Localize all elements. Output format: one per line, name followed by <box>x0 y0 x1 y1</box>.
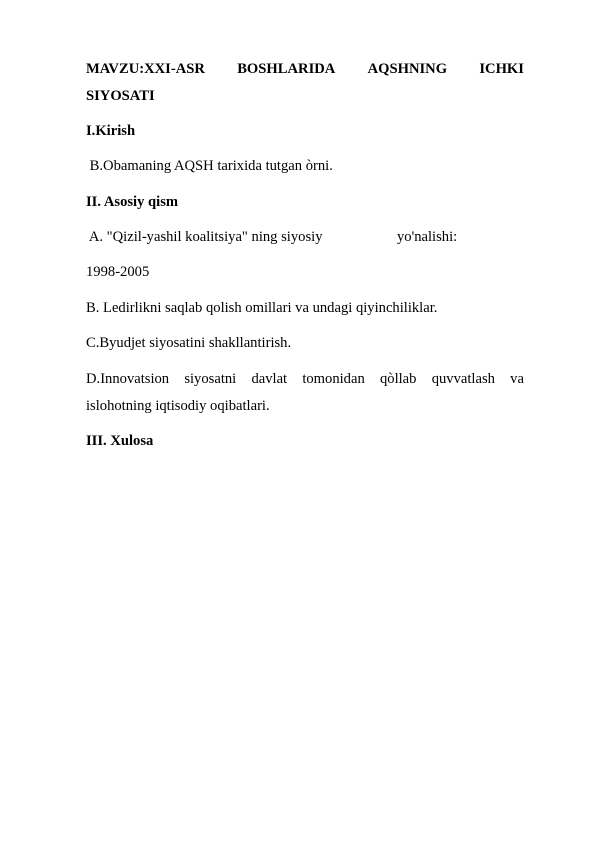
item-d-line-1 <box>86 371 524 388</box>
item-a-years: 1998-2005 <box>86 264 150 280</box>
conclusion-heading: III. Xulosa <box>86 433 154 449</box>
item-d-word: davlat <box>251 371 288 387</box>
item-d-word: va <box>510 371 524 387</box>
item-d-line-2: islohotning iqtisodiy oqibatlari. <box>86 398 270 414</box>
title-word: MAVZU:XXI-ASR <box>86 61 205 77</box>
title-word: AQSHNING <box>367 61 448 77</box>
item-d-word: quvvatlash <box>431 371 495 387</box>
intro-item-b: B.Obamaning AQSH tarixida tutgan òrni. <box>86 158 333 174</box>
item-a-continuation: yo'nalishi: <box>397 229 458 245</box>
item-d-word: tomonidan <box>302 371 365 387</box>
item-b: B. Ledirlikni saqlab qolish omillari va undagi qiyinchiliklar. <box>86 300 438 316</box>
document-title-line-1 <box>86 61 524 78</box>
item-d-word: siyosatni <box>184 371 237 387</box>
item-a-text: A. "Qizil-yashil koalitsiya" ning siyosiy <box>86 229 323 245</box>
title-word: BOSHLARIDA <box>237 61 336 77</box>
document-title-line-2: SIYOSATI <box>86 88 155 104</box>
title-word: ICHKI <box>479 61 524 77</box>
main-heading: II. Asosiy qism <box>86 194 179 210</box>
item-c: C.Byudjet siyosatini shakllantirish. <box>86 335 292 351</box>
item-d-word: qòllab <box>379 371 417 387</box>
intro-heading: I.Kirish <box>86 123 136 139</box>
item-d-word: D.Innovatsion <box>86 371 170 387</box>
